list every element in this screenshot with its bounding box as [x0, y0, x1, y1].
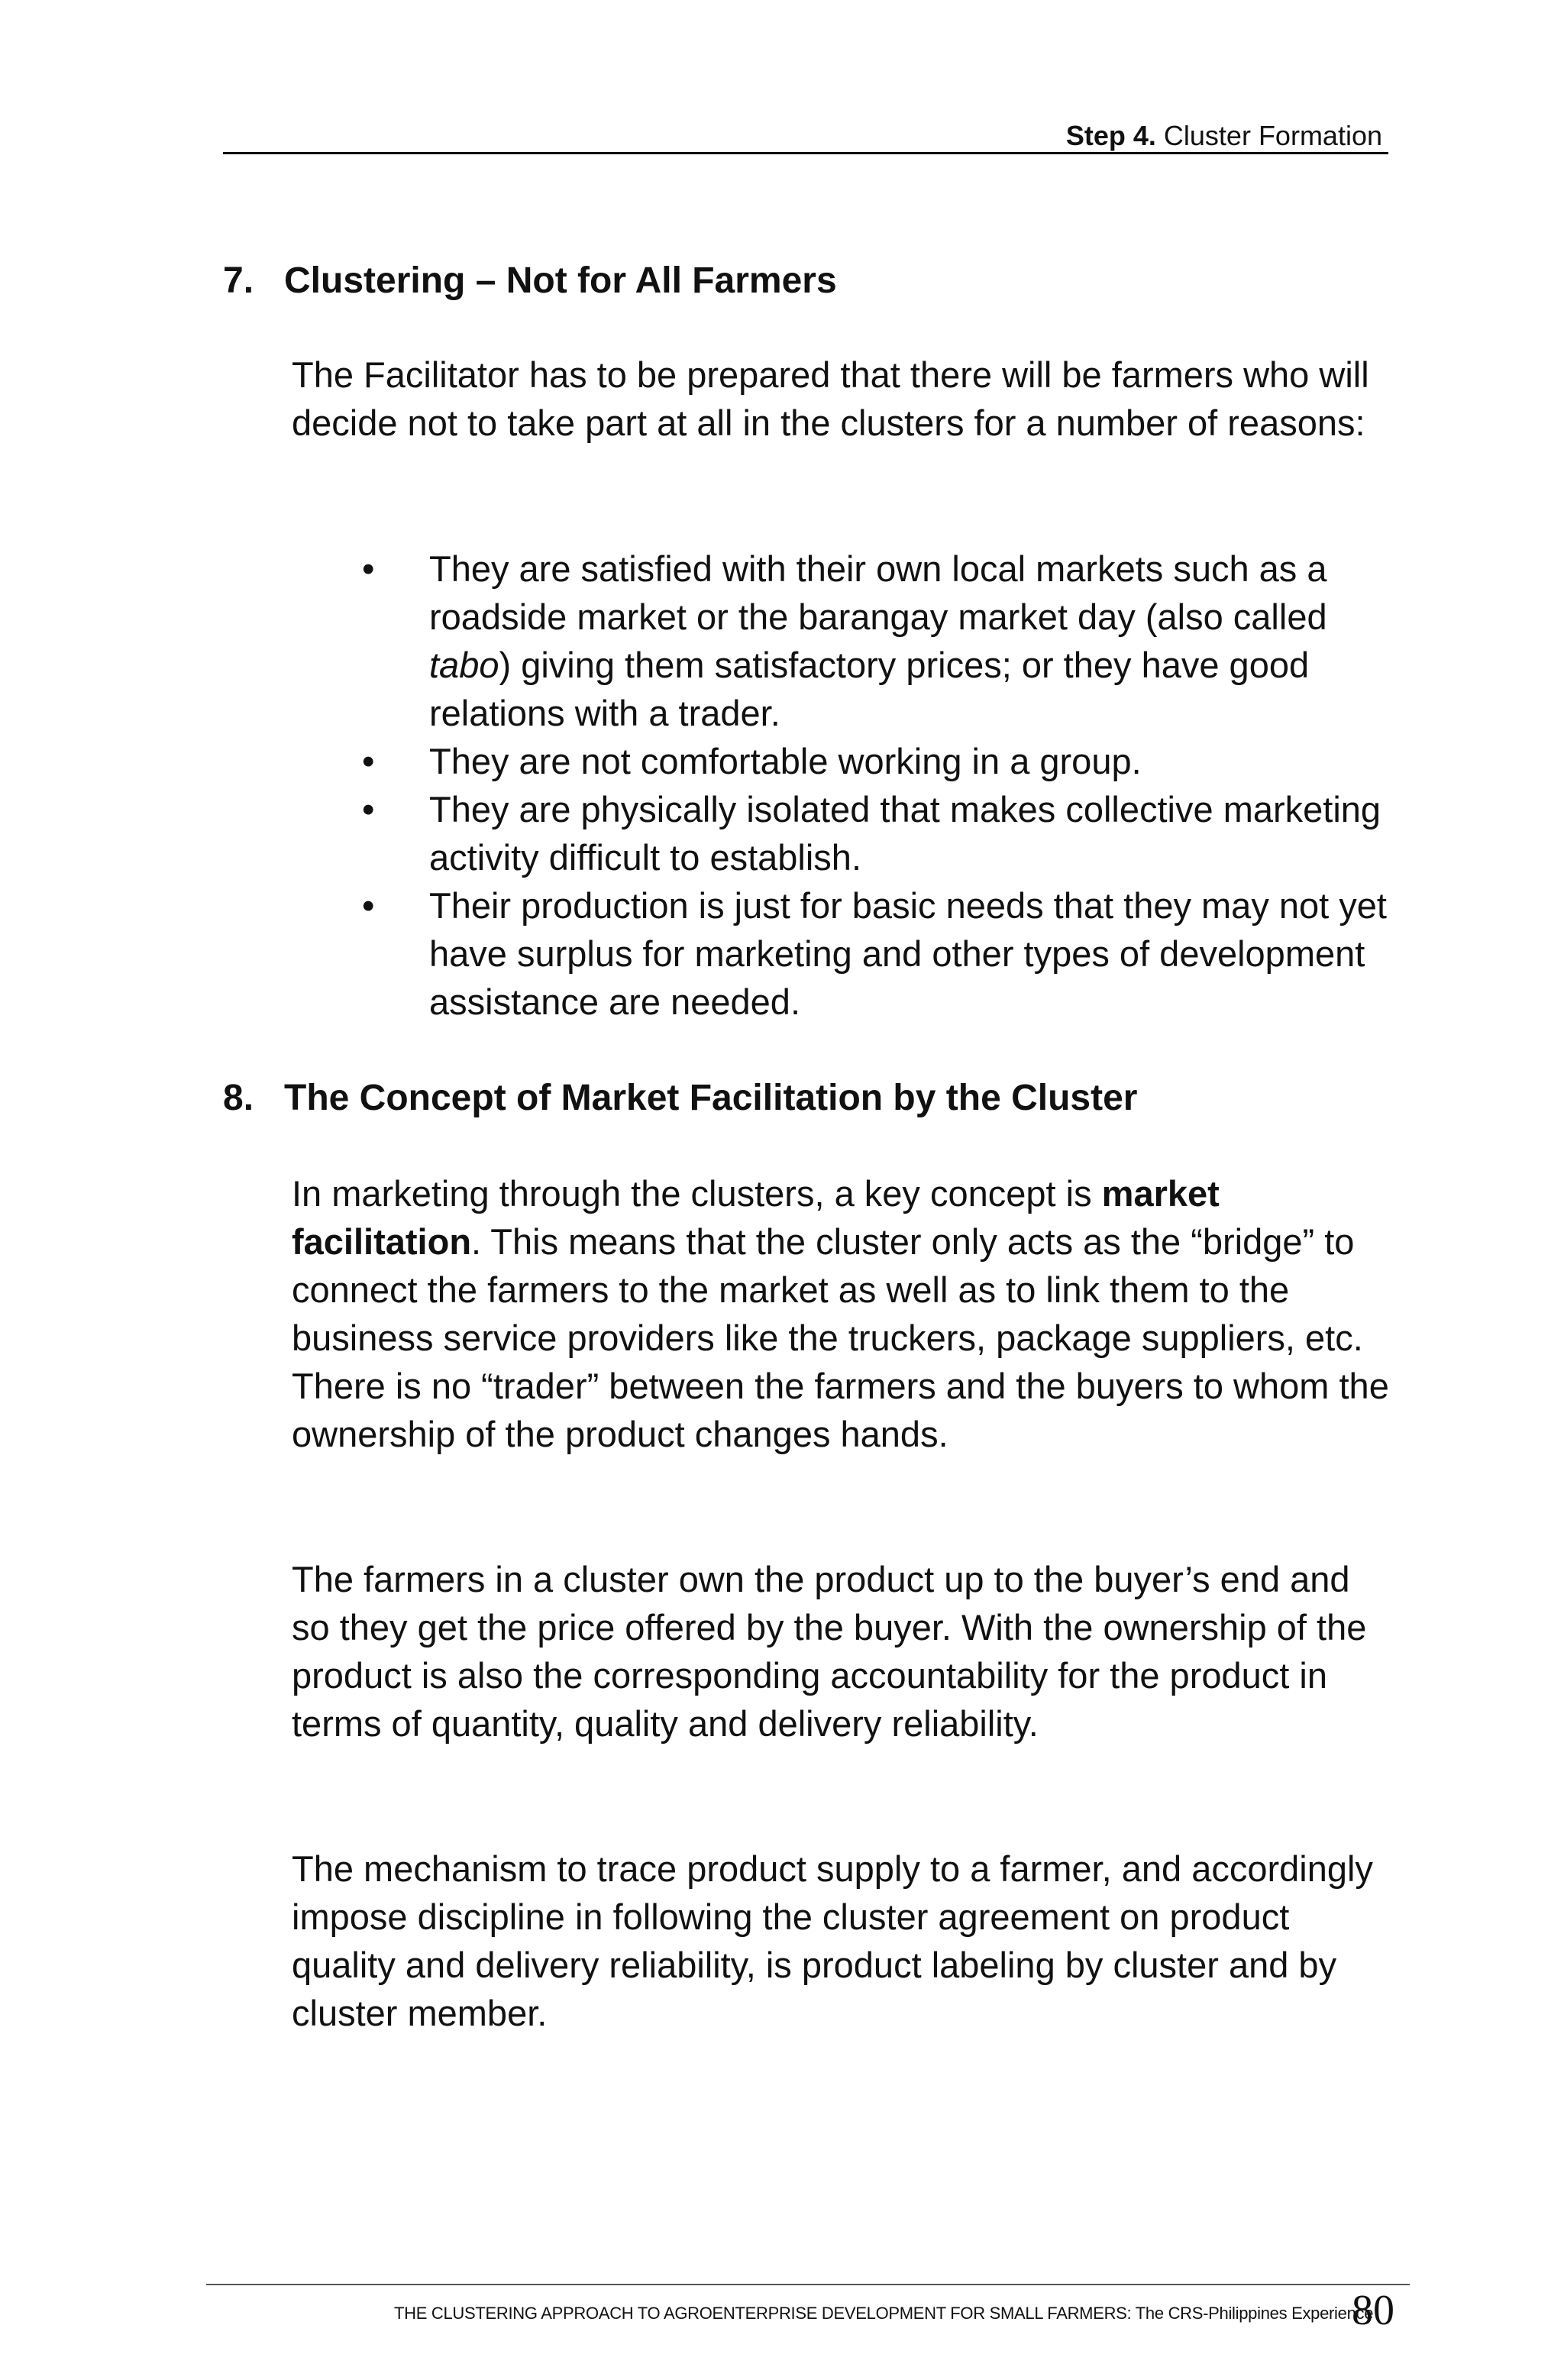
section-8-paragraph-1: [292, 1169, 1391, 1458]
bullet-icon: •: [362, 548, 375, 589]
bullet-icon: •: [362, 789, 375, 829]
key-concept-term: market facilitation: [292, 1173, 1220, 1262]
list-item: [292, 785, 1391, 881]
section-7-number: 7.: [223, 260, 254, 301]
bullet-icon: •: [362, 741, 375, 781]
paragraph-text-part: In marketing through the clusters, a key concept is: [292, 1173, 1102, 1214]
footer-divider: [206, 2284, 1410, 2285]
list-item: [292, 545, 1391, 737]
footer-book-title: THE CLUSTERING APPROACH TO AGROENTERPRISE DEVELOPMENT FOR SMALL FARMERS: The CRS-Philippines Experience: [394, 2304, 1374, 2323]
header-step-label: Step 4.: [1065, 120, 1156, 151]
list-item: [292, 881, 1391, 1026]
page-number: 80: [1352, 2287, 1394, 2334]
reasons-list: [292, 545, 1391, 1026]
bullet-text: Their production is just for basic needs that they may not yet have surplus for marketing and other types of development assistance are needed.: [429, 885, 1387, 1022]
bullet-text-part: ) giving them satisfactory prices; or they have good relations with a trader.: [429, 645, 1310, 733]
section-8-title: The Concept of Market Facilitation by the Cluster: [284, 1078, 1138, 1118]
section-8-heading: [223, 1075, 1137, 1121]
bullet-text-part: They are satisfied with their own local markets such as a roadside market or the barangay market day (also called: [429, 548, 1327, 637]
section-8-paragraph-2: The farmers in a cluster own the product up to the buyer’s end and so they get the price offered by the buyer. With the ownership of the product is also the corresponding accountability for the product in terms of quantity, quality and delivery reliability.: [292, 1559, 1367, 1744]
paragraph-text-part: . This means that the cluster only acts as the “bridge” to connect the farmers to the market as well as to link them to the business service providers like the truckers, package suppliers, etc. There is no “trader” between the farmers and the buyers to whom the ownership of the product changes hands.: [292, 1221, 1389, 1454]
section-7-title: Clustering – Not for All Farmers: [284, 260, 837, 301]
bullet-text: They are physically isolated that makes collective marketing activity difficult to establish.: [429, 789, 1381, 878]
running-header: [223, 118, 1388, 154]
bullet-text: They are not comfortable working in a group.: [429, 741, 1142, 781]
section-8-number: 8.: [223, 1078, 254, 1118]
bullet-italic-term: tabo: [429, 645, 499, 685]
section-7-heading: [223, 258, 837, 304]
section-7-intro: The Facilitator has to be prepared that there will be farmers who will decide not to take part at all in the clusters for a number of reasons:: [292, 354, 1369, 443]
list-item: [292, 737, 1391, 785]
section-8-paragraph-3: The mechanism to trace product supply to a farmer, and accordingly impose discipline in following the cluster agreement on product quality and delivery reliability, is product labeling by cluster and by cluster member.: [292, 1848, 1373, 2033]
header-step-title: Cluster Formation: [1163, 120, 1382, 151]
bullet-icon: •: [362, 885, 375, 926]
